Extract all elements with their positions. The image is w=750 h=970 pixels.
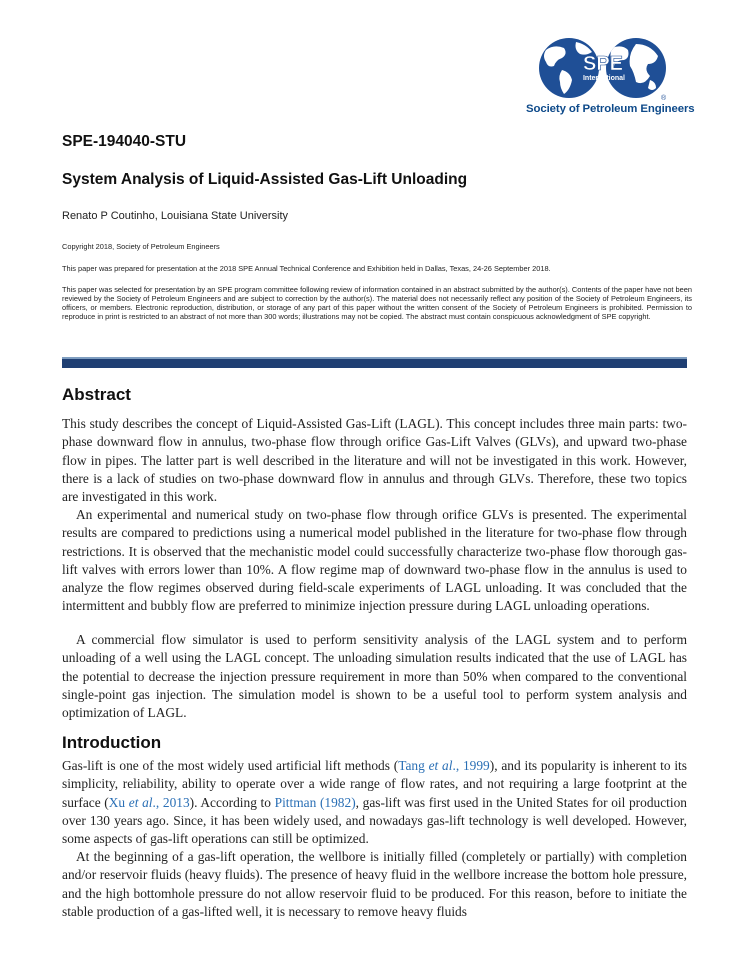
- abstract-paragraph-1: This study describes the concept of Liquid-Assisted Gas-Lift (LAGL). This concept includes three main parts: two-phase downward flow in annulus, two-phase flow through orifice Gas-Lift Valves (GLVs), and upward two-phase flow in pipes. The latter part is well described in the literature and will not be investigated in this work. However, there is a lack of studies on two-phase downward flow in annulus and through GLVs. Therefore, these two topics are investigated in this work.: [62, 416, 687, 504]
- logo-mark-subtext: International: [582, 75, 626, 82]
- registered-mark: ®: [661, 95, 667, 102]
- citation-link-xu[interactable]: Xu et al., 2013: [108, 794, 190, 810]
- citation-link-tang[interactable]: Tang et al., 1999: [398, 758, 490, 773]
- introduction-heading: Introduction: [62, 733, 162, 752]
- society-name: Society of Petroleum Engineers: [526, 103, 695, 115]
- copyright-notice: Copyright 2018, Society of Petroleum Engineers: [62, 242, 220, 251]
- author-line: Renato P Coutinho, Louisiana State University: [62, 210, 289, 222]
- logo-mark-text: SPE: [582, 53, 624, 75]
- paper-id: SPE-194040-STU: [62, 133, 187, 150]
- introduction-paragraph-2: At the beginning of a gas-lift operation, the wellbore is initially filled (completely or partially) with completion and/or reservoir fluids (heavy fluids). The presence of heavy fluid in the wellbore increase the bottom hole pressure, and the high bottomhole pressure do not allow reservoir fluid to be produced. For this reason, before to initiate the stable production of a gas-lifted well, it is necessary to remove heavy fluids: [62, 849, 687, 919]
- paper-title: System Analysis of Liquid-Assisted Gas-Lift Unloading: [62, 171, 468, 188]
- selection-notice: This paper was selected for presentation by an SPE program committee following review of information contained in an abstract submitted by the author(s). Contents of the paper have not been reviewed by the Society of Petroleum Engineers and are subject to correction by the author(s). The material does not necessarily reflect any position of the Society of Petroleum Engineers, its officers, or members. Electronic reproduction, distribution, or storage of any part of this paper without the written consent of the Society of Petroleum Engineers is prohibited. Permission to reproduce in print is restricted to an abstract of not more than 300 words; illustrations may not be copied. The abstract must contain conspicuous acknowledgment of SPE copyright.: [62, 285, 692, 321]
- citation-link-pittman[interactable]: Pittman (1982): [274, 794, 356, 810]
- abstract-paragraph-2: An experimental and numerical study on two-phase flow through orifice GLVs is presented. The experimental results are compared to predictions using a numerical model published in the literature for two-phase flow through restrictions. It is observed that the mechanistic model could successfully characterize two-phase flow thorough gas-lift valves with errors lower than 10%. A flow regime map of downward two-phase flow in the annulus is used to analyze the flow regimes observed during field-scale experiments of LAGL unloading. It was concluded that the intermittent and bubbly flow are preferred to minimize injection pressure during LAGL unloading operations.: [62, 507, 687, 614]
- presentation-notice: This paper was prepared for presentation at the 2018 SPE Annual Technical Conference and Exhibition held in Dallas, Texas, 24-26 September 2018.: [62, 264, 551, 273]
- introduction-paragraph-1: Gas-lift is one of the most widely used artificial lift methods (Tang et al., 1999), and its popularity is inherent to its simplicity, reliability, ability to operate over a wide range of flow rates, and not requiring a large footprint at the surface (Xu et al., 2013). According to Pittman (1982), gas-lift was first used in the United States for oil production over 130 years ago. Since, it has been widely used, and nowadays gas-lift technology is well developed. However, some aspects of gas-lift operations can still be optimized.: [62, 758, 688, 846]
- abstract-heading: Abstract: [62, 385, 131, 404]
- divider-bar: [62, 359, 687, 368]
- abstract-paragraph-3: A commercial flow simulator is used to perform sensitivity analysis of the LAGL system and to perform unloading of a well using the LAGL concept. The unloading simulation results indicated that the use of LAGL has the potential to decrease the injection pressure requirement in more than 50% when compared to the conventional single-point gas injection. The simulation model is shown to be a useful tool to perform system analysis and optimization of LAGL.: [62, 632, 687, 720]
